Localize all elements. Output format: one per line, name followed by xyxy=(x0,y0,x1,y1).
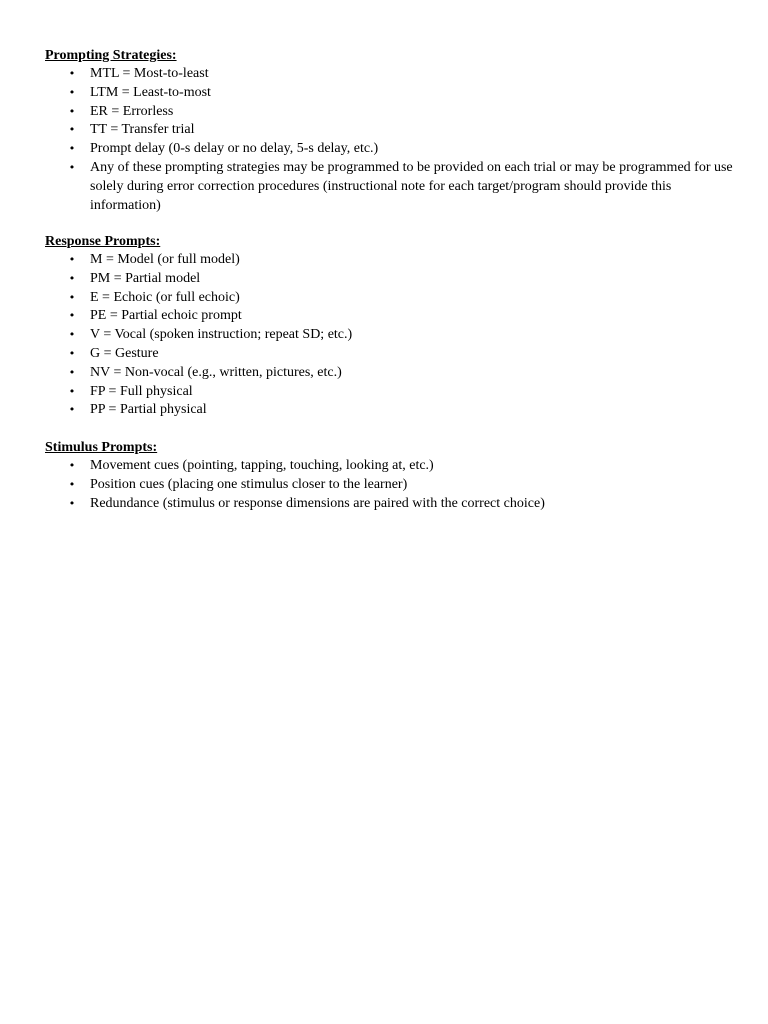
list-item xyxy=(45,270,735,289)
list-item-text: FP = Full physical xyxy=(90,383,193,399)
list-item-text: V = Vocal (spoken instruction; repeat SD; etc.) xyxy=(90,327,353,343)
bullet-icon: • xyxy=(68,365,76,379)
list-item xyxy=(45,289,735,308)
list-item xyxy=(45,65,735,84)
section-heading: Stimulus Prompts: xyxy=(45,440,158,455)
list-item-text: E = Echoic (or full echoic) xyxy=(90,289,240,305)
bullet-icon: • xyxy=(68,328,76,342)
bullet-icon: • xyxy=(68,85,76,99)
list-item xyxy=(45,401,735,420)
list-item xyxy=(45,251,735,270)
list-item xyxy=(45,495,735,514)
list-item xyxy=(45,140,735,159)
list-item-text: Redundance (stimulus or response dimensions are paired with the correct choice) xyxy=(90,495,545,511)
bullet-icon: • xyxy=(68,271,76,285)
bullet-icon: • xyxy=(68,496,76,510)
list-item xyxy=(45,345,735,364)
list-item xyxy=(45,84,735,103)
list-item-text: LTM = Least-to-most xyxy=(90,84,211,100)
list-item-text: M = Model (or full model) xyxy=(90,252,240,267)
list-item-text: Movement cues (pointing, tapping, touching, looking at, etc.) xyxy=(90,458,434,473)
bullet-icon: • xyxy=(68,459,76,472)
list-item-text: G = Gesture xyxy=(90,345,159,361)
bullet-icon: • xyxy=(68,142,76,156)
list-item xyxy=(45,457,735,476)
list-item-text: TT = Transfer trial xyxy=(90,122,195,138)
section-stimulus-prompts xyxy=(45,438,735,513)
bullet-icon: • xyxy=(68,253,76,266)
bullet-icon: • xyxy=(68,403,76,417)
bullet-icon: • xyxy=(68,290,76,304)
list-item xyxy=(45,103,735,122)
list-item-text: Prompt delay (0-s delay or no delay, 5-s delay, etc.) xyxy=(90,141,379,157)
list-item xyxy=(45,121,735,140)
section-heading: Prompting Strategies: xyxy=(45,48,177,63)
bullet-icon: • xyxy=(68,384,76,398)
bullet-icon: • xyxy=(68,104,76,118)
bullet-icon: • xyxy=(68,346,76,360)
bullet-icon: • xyxy=(68,477,76,491)
section-heading: Response Prompts: xyxy=(45,234,161,249)
list-item-text: PM = Partial model xyxy=(90,270,201,286)
list-item-text: Any of these prompting strategies may be programmed to be provided on each trial or may be programmed for use solely during error correction procedures (instructional note for each target/program should provide this information) xyxy=(90,159,733,213)
bullet-icon: • xyxy=(68,309,76,323)
bullet-icon: • xyxy=(68,67,76,80)
list-item-text: MTL = Most-to-least xyxy=(90,66,209,81)
list-item-text: NV = Non-vocal (e.g., written, pictures, etc.) xyxy=(90,364,342,380)
list-item xyxy=(45,159,735,215)
bullet-list xyxy=(45,65,735,215)
bullet-icon: • xyxy=(68,160,76,174)
bullet-icon: • xyxy=(68,123,76,137)
list-item xyxy=(45,476,735,495)
bullet-list xyxy=(45,251,735,420)
list-item-text: PP = Partial physical xyxy=(90,402,207,418)
list-item-text: Position cues (placing one stimulus closer to the learner) xyxy=(90,476,408,492)
bullet-list xyxy=(45,457,735,513)
list-item xyxy=(45,383,735,402)
list-item xyxy=(45,307,735,326)
list-item-text: ER = Errorless xyxy=(90,103,174,119)
list-item-text: PE = Partial echoic prompt xyxy=(90,308,242,324)
section-response-prompts xyxy=(45,232,735,420)
list-item xyxy=(45,364,735,383)
section-prompting-strategies xyxy=(45,46,735,215)
list-item xyxy=(45,326,735,345)
